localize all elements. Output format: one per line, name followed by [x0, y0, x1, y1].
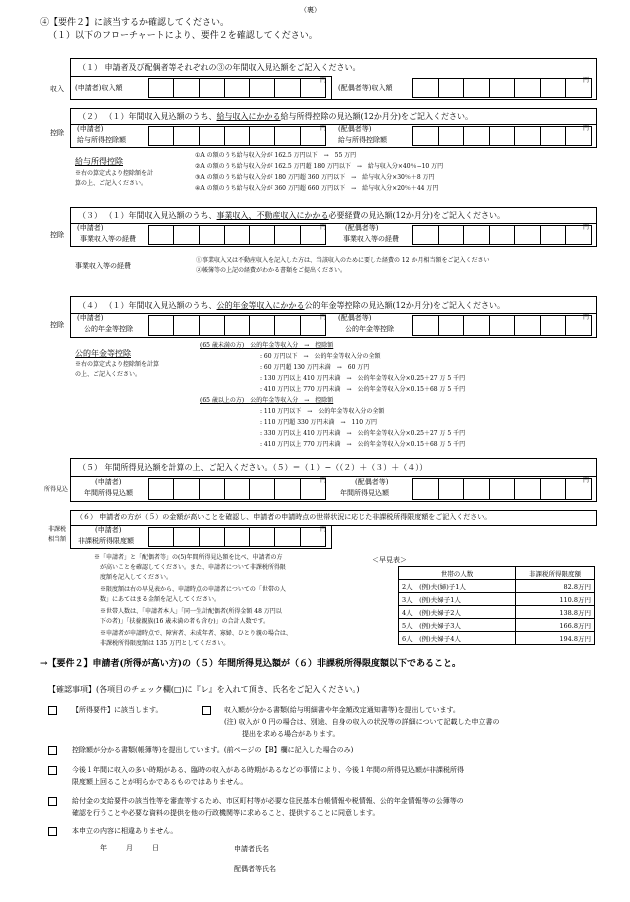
- applicant-income-estimate-input[interactable]: [148, 478, 326, 500]
- label: (申請者): [77, 125, 104, 133]
- table-cell: 166.8万円: [516, 619, 595, 632]
- side-label-income-estimate: 所得見込: [44, 486, 69, 493]
- label: (配偶者等): [355, 478, 389, 486]
- table-cell: 138.8万円: [516, 606, 595, 619]
- table-row: [399, 593, 595, 606]
- note: ※限度額は右の早見表から、申請時点の申請者についての「世帯の人: [100, 586, 286, 593]
- label: (申請者): [77, 314, 104, 322]
- yen-unit: 円: [583, 314, 590, 321]
- yen-unit: 円: [320, 314, 327, 321]
- formula: ④A の額のうち給与収入分が 360 万円超 660 万円以下 → 給与収入分×20％＋44 万円: [195, 185, 439, 192]
- note: 算の上、ご記入ください。: [75, 180, 148, 187]
- side-label-deduction: 控除: [50, 321, 64, 329]
- nontax-limit-input[interactable]: [148, 527, 326, 547]
- table-cell: 2人 (例)夫(婦)子1人: [399, 580, 516, 593]
- table-cell: 6人 (例)夫婦子4人: [399, 632, 516, 645]
- note: ※右の算定式より控除額を計: [75, 170, 154, 177]
- table-cell: 194.8万円: [516, 632, 595, 645]
- applicant-income-input[interactable]: [148, 78, 326, 98]
- label: 年間所得見込額: [340, 489, 389, 497]
- s3-title: （３） （１）年間収入見込額のうち、事業収入、不動産収入にかかる必要経費の見込額(12か月分)をご記入ください。: [78, 211, 505, 220]
- note: 数」にあてはまる金額を記入してください。: [100, 596, 221, 603]
- note: 非課税所得限度額は 135 万円としてください。: [100, 640, 230, 647]
- formula: : 60 万円超 130 万円未満 → 60 万円: [260, 364, 370, 371]
- date-year-label: 年: [100, 844, 107, 852]
- confirm-item: 控除額が分かる書類(帳簿等)を提出しています。(前ページの【B】欄に記入した場合のみ): [72, 746, 354, 754]
- note: ※申請者が申請時点で、障害者、未成年者、寡婦、ひとり親の場合は、: [100, 630, 292, 637]
- formula: : 110 万円超 330 万円未満 → 110 万円: [260, 419, 377, 426]
- label: (申請者): [77, 224, 104, 232]
- label: 事業収入等の経費: [80, 235, 136, 243]
- side-label-nontax: 相当額: [48, 536, 67, 543]
- formula: : 60 万円以下 → 公的年金等収入分の全額: [260, 353, 381, 360]
- side-label-deduction: 控除: [50, 231, 64, 239]
- table-cell: 4人 (例)夫婦子2人: [399, 606, 516, 619]
- confirm-item: 限度額上回ることが明らかであるものではありません。: [72, 778, 248, 786]
- confirm-heading: 【確認事項】(各項目のチェック欄(□)に『レ』を入れて頂き、氏名をご記入ください。): [48, 685, 360, 694]
- label: 給与所得控除額: [338, 136, 387, 144]
- side-label-deduction: 控除: [50, 129, 64, 137]
- table-row: [399, 632, 595, 645]
- label: 年間所得見込額: [84, 489, 133, 497]
- confirm-item: 提出を求める場合があります。: [242, 730, 340, 738]
- applicant-business-expense-input[interactable]: [148, 225, 326, 245]
- spouse-business-expense-input[interactable]: [412, 225, 592, 245]
- check-income-requirement[interactable]: [48, 706, 57, 715]
- label: (申請者): [95, 526, 122, 534]
- note: ※右の算定式より控除額を計算: [75, 361, 160, 368]
- confirm-item: 収入額が分かる書類(給与明細書や年金額改定通知書等)を提出しています。: [224, 706, 460, 714]
- label: (配偶者等): [345, 224, 379, 232]
- table-row: [399, 580, 595, 593]
- pension-calc-title: 公的年金等控除: [75, 349, 131, 358]
- spouse-salary-deduction-input[interactable]: [412, 126, 592, 146]
- label: (申請者): [95, 478, 122, 486]
- note: の上、ご記入ください。: [75, 371, 142, 378]
- formula: : 130 万円以上 410 万円未満 → 公的年金等収入分×0.25＋27 万 5 千円: [260, 375, 466, 382]
- note: 下の者)」「扶養親族(16 歳未満の者も含む)」の合計人数です。: [100, 618, 270, 625]
- note: ※世帯人数は、「申請者本人」「同一生計配偶者(所得金額 48 万円以: [100, 608, 282, 615]
- label: (配偶者等): [338, 314, 372, 322]
- spouse-name-label: 配偶者等氏名: [234, 865, 276, 873]
- quick-table: [398, 566, 595, 645]
- business-calc-title: 事業収入等の経費: [75, 262, 131, 270]
- note: 度額を記入してください。: [100, 574, 173, 581]
- under65-heading: (65 歳未満の方) 公的年金等収入分 → 控除額: [200, 342, 334, 349]
- s2-title: （２） （１）年間収入見込額のうち、給与収入にかかる給与所得控除の見込額(12か月分)をご記入ください。: [78, 112, 473, 121]
- applicant-salary-deduction-input[interactable]: [148, 126, 326, 146]
- table-row: [399, 606, 595, 619]
- formula: : 410 万円以上 770 万円未満 → 公的年金等収入分×0.15＋68 万 5 千円: [260, 386, 466, 393]
- spouse-income-estimate-input[interactable]: [412, 478, 592, 500]
- check-deduction-documents[interactable]: [48, 746, 57, 755]
- applicant-income-label: (申請者)収入額: [75, 84, 123, 92]
- yen-unit: 円: [320, 224, 327, 231]
- quick-table-header: 世帯の人数: [399, 567, 516, 580]
- yen-unit: 円: [583, 125, 590, 132]
- confirm-item: 今後１年間に収入の多い時期がある、臨時の収入がある時期があるなどの事情により、今後１年間の所得見込額が非課税所得: [72, 766, 464, 774]
- table-cell: 110.8万円: [516, 593, 595, 606]
- label: 公的年金等控除: [84, 325, 133, 333]
- salary-calc-title: 給与所得控除: [75, 157, 123, 166]
- formula: : 410 万円以上 770 万円未満 → 公的年金等収入分×0.15＋68 万 5 千円: [260, 441, 466, 448]
- label: 給与所得控除額: [77, 136, 126, 144]
- confirm-item: 給付金の支給要件の該当性等を審査等するため、市区町村等が必要な住民基本台帳情報や税情報、公的年金情報等の公簿等の: [72, 797, 464, 805]
- yen-unit: 円: [320, 477, 327, 484]
- note: ①事業収入又は不動産収入を記入した方は、当該収入のために要した経費の 12 か月相当額をご記入ください: [196, 257, 490, 264]
- formula: : 110 万円以下 → 公的年金等収入分の全額: [260, 408, 385, 415]
- note: が高いことを確認してください。また、申請者について非課税所得限: [100, 564, 286, 571]
- yen-unit: 円: [583, 77, 590, 84]
- table-row: [399, 619, 595, 632]
- confirm-item: 【所得要件】に該当します。: [72, 706, 163, 714]
- yen-unit: 円: [320, 77, 327, 84]
- conclusion: →【要件２】申請者(所得が高い方)の（５）年間所得見込額が（６）非課税所得限度額以下であること。: [40, 659, 462, 669]
- spouse-income-label: (配偶者等)収入額: [338, 84, 393, 92]
- table-cell: 5人 (例)夫婦子3人: [399, 619, 516, 632]
- check-declaration[interactable]: [48, 827, 57, 836]
- over65-heading: (65 歳以上の方) 公的年金等収入分 → 控除額: [200, 397, 334, 404]
- intro-text: （１）以下のフローチャートにより、要件２を確認してください。: [48, 31, 318, 41]
- date-month-label: 月: [126, 844, 133, 852]
- label: 公的年金等控除: [345, 325, 394, 333]
- s1-title: （１） 申請者及び配偶者等それぞれの③の年間収入見込額をご記入ください。: [78, 63, 361, 72]
- s6-title: （６） 申請者の方が（５）の金額が高いことを確認し、申請者の申請時点の世帯状況に応じた非課税所得限度額をご記入ください。: [76, 513, 492, 521]
- formula: : 330 万円以上 410 万円未満 → 公的年金等収入分×0.25＋27 万 5 千円: [260, 430, 466, 437]
- formula: ②A の額のうち給与収入分が 162.5 万円超 180 万円以下 → 給与収入分×40％−10 万円: [195, 163, 444, 170]
- label: (配偶者等): [338, 125, 372, 133]
- check-info-consent[interactable]: [48, 797, 57, 806]
- quick-table-header: 非課税所得限度額: [516, 567, 595, 580]
- yen-unit: 円: [583, 224, 590, 231]
- applicant-name-label: 申請者氏名: [234, 845, 269, 853]
- spouse-pension-deduction-input[interactable]: [412, 315, 592, 336]
- s4-title: （４） （１）年間収入見込額のうち、公的年金等収入にかかる公的年金等控除の見込額(12か月分)をご記入ください。: [78, 301, 505, 310]
- date-day-label: 日: [152, 844, 159, 852]
- confirm-item: 確認を行うことや必要な資料の提供を他の行政機関等に求めること、提供することに同意します。: [72, 809, 380, 817]
- confirm-item: 本申立の内容に相違ありません。: [72, 827, 178, 835]
- side-label-income: 収入: [50, 85, 64, 93]
- label: 事業収入等の経費: [343, 235, 399, 243]
- confirm-item: (注) 収入が 0 円の場合は、別途、自身の収入の状況等の詳細について記載した申立書の: [224, 718, 500, 726]
- note: ※「申請者」と「配偶者等」の(5)年間所得見込額を比べ、申請者の方: [94, 554, 283, 561]
- side-label-nontax: 非課税: [48, 526, 67, 533]
- yen-unit: 円: [320, 526, 327, 533]
- s5-title: （５） 年間所得見込額を計算の上、ご記入ください。（５）＝（１）−（（２）＋（３）＋（４））: [78, 463, 428, 472]
- label: 非課税所得限度額: [78, 537, 134, 545]
- check-income-documents[interactable]: [202, 706, 211, 715]
- table-cell: 3人 (例)夫婦子1人: [399, 593, 516, 606]
- quick-table-title: ＜早見表＞: [372, 556, 407, 564]
- spouse-income-input[interactable]: [412, 78, 592, 98]
- yen-unit: 円: [583, 477, 590, 484]
- formula: ③A の額のうち給与収入分が 180 万円超 360 万円以下 → 給与収入分×30％＋8 万円: [195, 174, 435, 181]
- note: ②帳簿等の上記の経費がわかる書類をご提出ください。: [196, 267, 347, 274]
- formula: ①A の額のうち給与収入分が 162.5 万円以下 → 55 万円: [195, 152, 357, 159]
- yen-unit: 円: [320, 125, 327, 132]
- table-cell: 82.8万円: [516, 580, 595, 593]
- applicant-pension-deduction-input[interactable]: [148, 315, 326, 336]
- check-income-outlook[interactable]: [48, 766, 57, 775]
- section-heading: ④【要件２】に該当するか確認してください。: [40, 18, 230, 28]
- page-header: （裏）: [300, 6, 321, 14]
